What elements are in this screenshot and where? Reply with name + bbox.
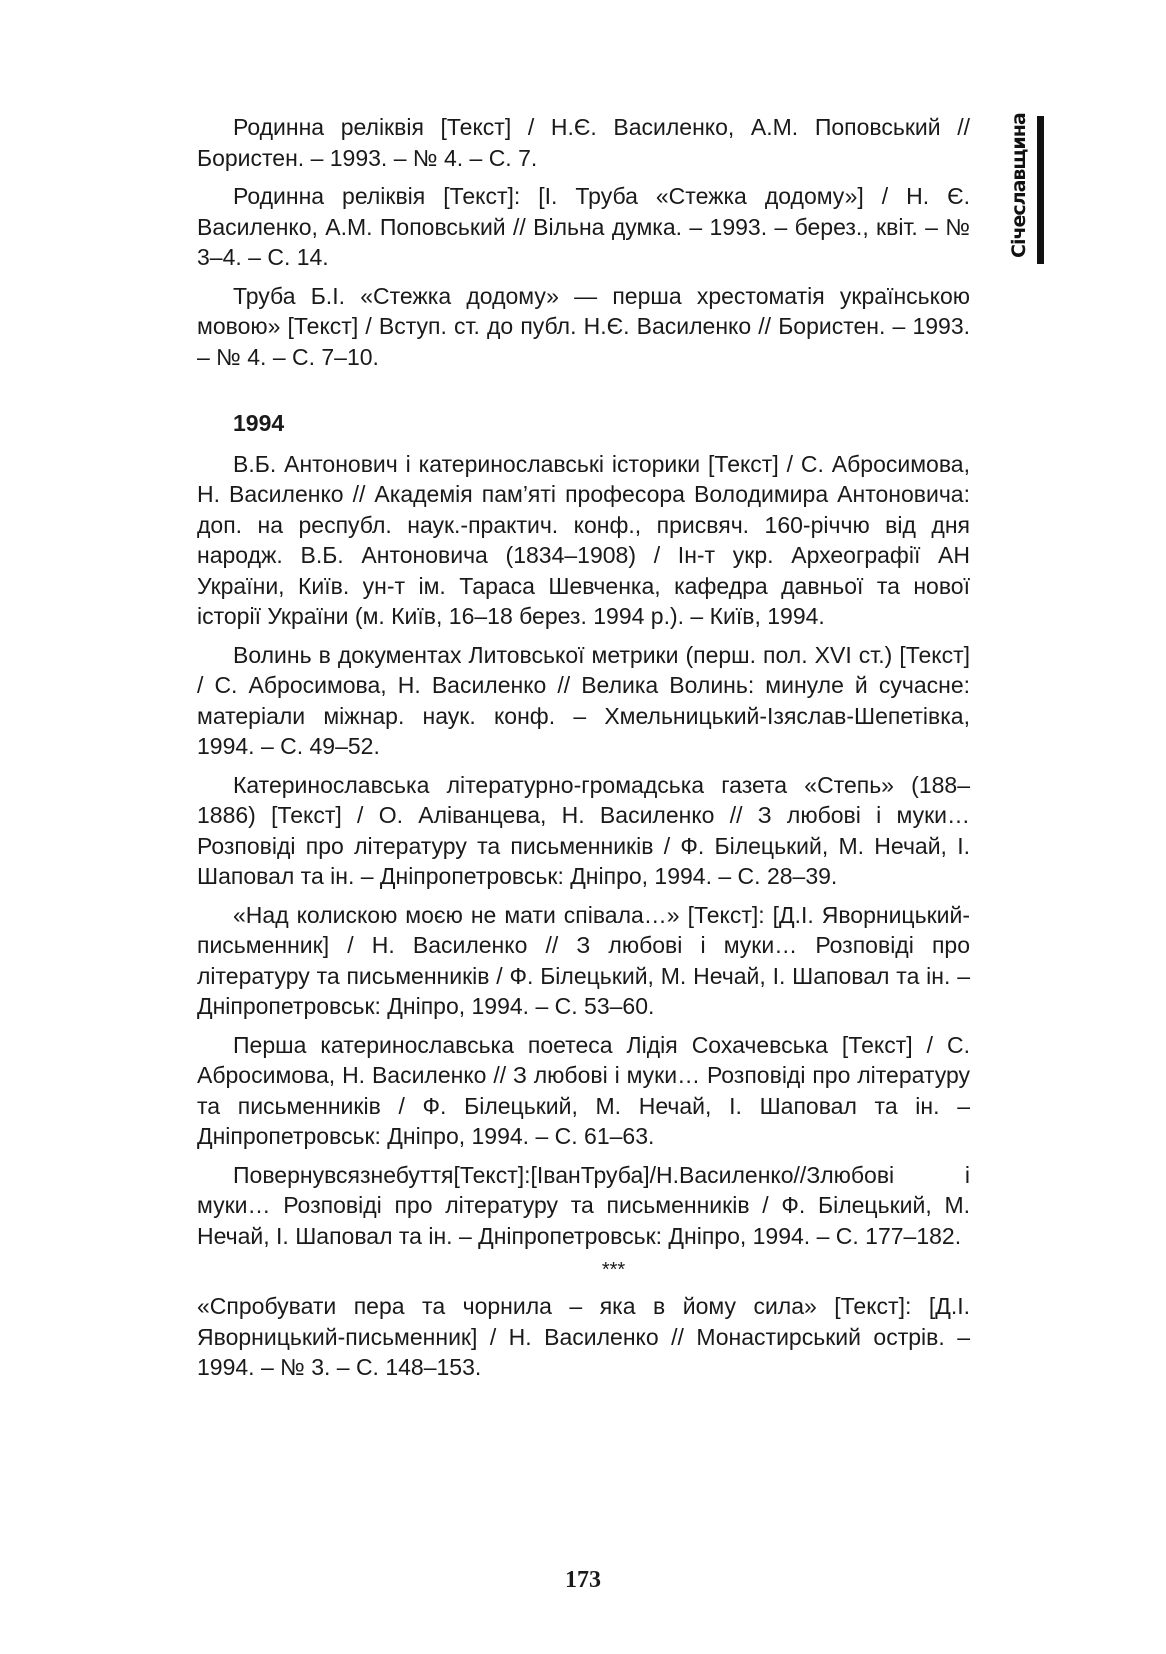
bibliography-entry: Катеринославська літературно-громадська газета «Степь» (188–1886) [Текст] / О. Аліванцева, Н. Василенко // З любові і муки… Розповіді про літературу та письменників / Ф. Білецький, М. Нечай, І. Шаповал та ін. – Дніпропетровськ: Дніпро, 1994. – С. 28–39. [197,771,970,889]
bibliography-entry: Труба Б.І. «Стежка додому» — перша хрестоматія українською мовою» [Текст] / Вступ. ст. до публ. Н.Є. Василенко // Бористен. – 1993. – № 4. – С. 7–10. [197,282,970,370]
bibliography-entry: Родинна реліквія [Текст]: [І. Труба «Стежка додому»] / Н. Є. Василенко, А.М. Поповський // Вільна думка. – 1993. – берез., квіт. – № 3–4. – С. 14. [197,183,970,270]
bibliography-entry: Родинна реліквія [Текст] / Н.Є. Василенко, А.М. Поповський // Бористен. – 1993. – № 4. – С. 7. [197,114,970,171]
side-logo-bar [1037,116,1044,264]
section-separator: *** [601,1259,626,1281]
side-logo-text: Січеславщина [1008,113,1030,258]
bibliography-entry: Повернувсязнебуття[Текст]:[ІванТруба]/Н.Василенко//Злюбові і муки… Розповіді про літературу та письменників / Ф. Білецький, М. Нечай, І. Шаповал та ін. – Дніпропетровськ: Дніпро, 1994. – С. 177–182. [197,1161,970,1249]
bibliography-entry: Волинь в документах Литовської метрики (перш. пол. XVI ст.) [Текст] / С. Абросимова, Н. Василенко // Велика Волинь: минуле й сучасне: матеріали міжнар. наук. конф. – Хмельницький-Ізяслав-Шепетівка, 1994. – С. 49–52. [197,641,970,759]
page-content [197,112,970,1391]
bibliography-entry: Перша катеринославська поетеса Лідія Сохачевська [Текст] / С. Абросимова, Н. Василенко // З любові і муки… Розповіді про літературу та письменників / Ф. Білецький, М. Нечай, І. Шаповал та ін. – Дніпропетровськ: Дніпро, 1994. – С. 61–63. [197,1031,970,1149]
bibliography-entry: «Спробувати пера та чорнила – яка в йому сила» [Текст]: [Д.І. Яворницький-письменник] / Н. Василенко // Монастирський острів. – 1994. – № 3. – С. 148–153. [197,1293,970,1380]
bibliography-entry: В.Б. Антонович і катеринославські історики [Текст] / С. Абросимова, Н. Василенко // Академія пам’яті професора Володимира Антоновича: доп. на республ. наук.-практич. конф., присвяч. 160-річчю від дня народж. В.Б. Антоновича (1834–1908) / Ін-т укр. Археографії АН України, Київ. ун-т ім. Тараса Шевченка, кафедра давньої та нової історії України (м. Київ, 16–18 берез. 1994 р.). – Київ, 1994. [197,450,970,629]
year-heading: 1994 [233,410,285,436]
page-number: 173 [565,1567,601,1593]
bibliography-entry: «Над колискою моєю не мати співала…» [Текст]: [Д.І. Яворницький-письменник] / Н. Василенко // З любові і муки… Розповіді про літературу та письменників / Ф. Білецький, М. Нечай, І. Шаповал та ін. – Дніпропетровськ: Дніпро, 1994. – С. 53–60. [197,901,970,1019]
